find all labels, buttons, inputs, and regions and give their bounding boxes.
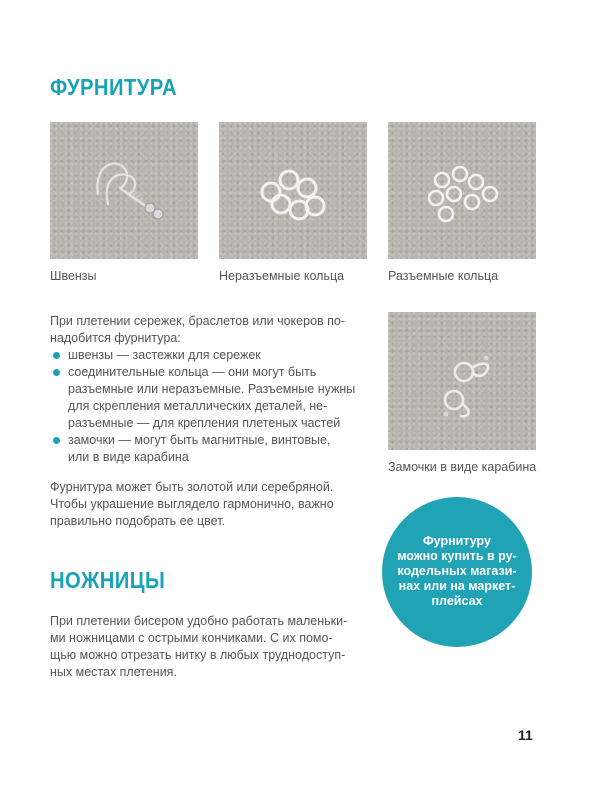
list-item: швензы — застежки для сережек (50, 347, 355, 364)
caption-lobster-clasps: Замочки в виде карабина (388, 460, 537, 474)
split-rings-illustration (388, 122, 536, 259)
color-note-paragraph (50, 479, 334, 530)
scissors-line: ных местах плетения. (50, 665, 177, 679)
photo-ear-hooks (50, 122, 198, 259)
caption-closed-rings: Неразъемные кольца (219, 269, 345, 283)
scissors-line: ми ножницами с острыми кончиками. С их помо- (50, 631, 333, 645)
page-number: 11 (518, 727, 533, 743)
bullet-dot (53, 437, 60, 444)
intro-line: надобится фурнитура: (50, 331, 181, 345)
bullet-dot (53, 352, 60, 359)
lobster-clasps-illustration (388, 312, 536, 450)
color-note-line: правильно подобрать ее цвет. (50, 514, 226, 528)
photo-lobster-clasps (388, 312, 536, 450)
section-title-nozhnicy: НОЖНИЦЫ (50, 567, 166, 593)
section-title-furnitura: ФУРНИТУРА (50, 74, 178, 100)
closed-rings-illustration (219, 122, 367, 259)
scissors-line: щью можно отрезать нитку в любых труднодоступ- (50, 648, 346, 662)
intro-line: При плетении сережек, браслетов или чокеров по- (50, 314, 346, 328)
caption-ear-hooks: Швензы (50, 269, 97, 283)
scissors-line: При плетении бисером удобно работать маленьки- (50, 614, 348, 628)
caption-split-rings: Разъемные кольца (388, 269, 499, 283)
scissors-paragraph (50, 613, 347, 681)
photo-split-rings (388, 122, 536, 259)
bullet-dot (53, 369, 60, 376)
color-note-line: Чтобы украшение выглядело гармонично, важно (50, 497, 334, 511)
tip-circle (382, 497, 532, 647)
tip-text: Фурнитуру можно купить в ру- кодельных магази- нах или на маркет- плейсах (397, 534, 517, 608)
color-note-line: Фурнитура может быть золотой или серебряной. (50, 480, 334, 494)
photo-closed-rings (219, 122, 367, 259)
intro-paragraph (50, 313, 345, 347)
furnitura-list (50, 347, 355, 466)
list-item: замочки — могут быть магнитные, винтовые, или в виде карабина (50, 432, 355, 466)
ear-hooks-illustration (50, 122, 198, 259)
list-item: соединительные кольца — они могут быть разъемные или неразъемные. Разъемные нужны для скрепления металлических деталей, не- разъемные — для крепления плетеных частей (50, 364, 355, 432)
